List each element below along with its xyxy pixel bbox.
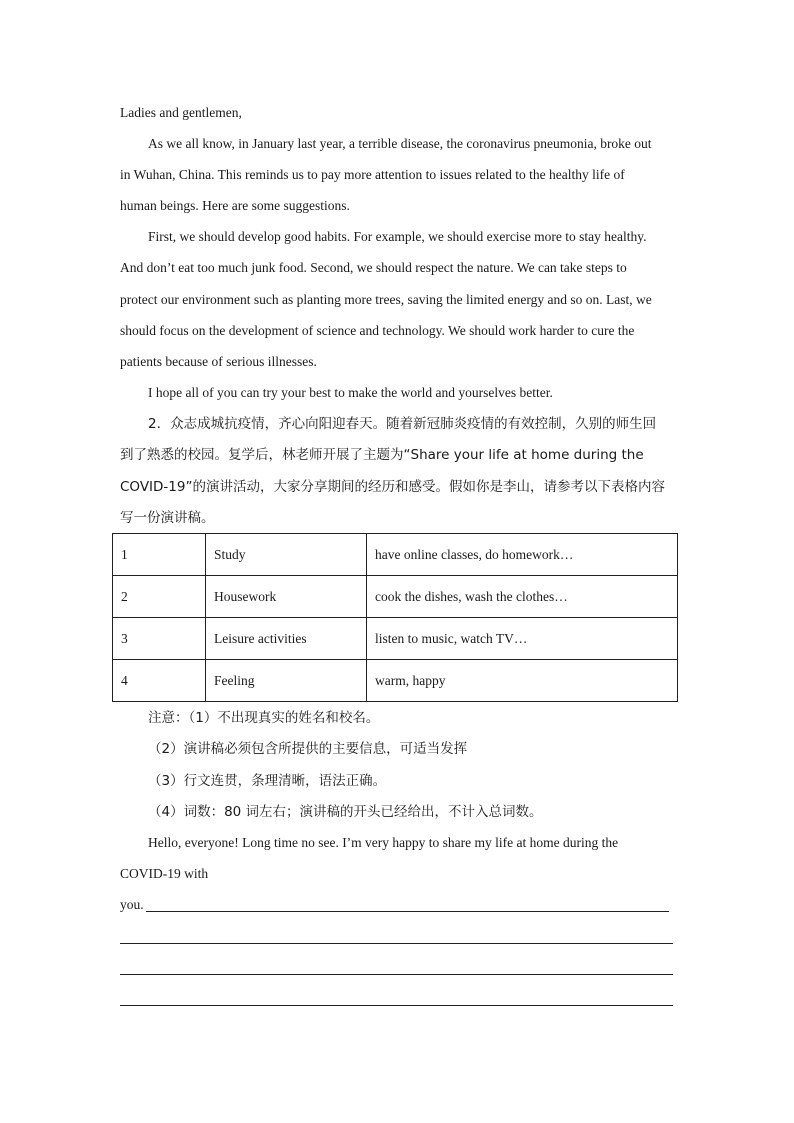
passage-line: I hope all of you can try your best to make the world and yourselves better. [148,385,553,400]
table-row [113,576,678,618]
task-line: COVID-19”的演讲活动，大家分享期间的经历和感受。假如你是李山，请参考以下表格内容 [120,479,665,495]
info-table [112,533,678,702]
task-line: 2．众志成城抗疫情，齐心向阳迎春天。随着新冠肺炎疫情的有效控制，久别的师生回 [148,416,657,432]
table-cell: Housework [206,576,367,618]
table-cell: 2 [113,576,206,618]
passage-line: should focus on the development of science and technology. We should work harder to cure the [120,323,635,338]
writing-line[interactable] [120,1005,673,1006]
table-row [113,618,678,660]
table-cell: 1 [113,534,206,576]
writing-line[interactable] [146,911,669,912]
writing-line[interactable] [120,974,673,975]
table-cell: have online classes, do homework… [367,534,678,576]
passage-line: As we all know, in January last year, a terrible disease, the coronavirus pneumonia, broke out [148,136,652,151]
note-line: （3）行文连贯，条理清晰，语法正确。 [148,773,387,789]
passage-line: in Wuhan, China. This reminds us to pay more attention to issues related to the healthy life of [120,167,625,182]
task-line: 写一份演讲稿。 [120,510,215,526]
task-line: 到了熟悉的校园。复学后，林老师开展了主题为“Share your life at home during the [120,447,644,463]
table-row [113,534,678,576]
table-cell: Leisure activities [206,618,367,660]
table-cell: Study [206,534,367,576]
table-cell: listen to music, watch TV… [367,618,678,660]
table-cell: warm, happy [367,660,678,702]
passage-line: protect our environment such as planting more trees, saving the limited energy and so on. Last, we [120,292,652,307]
opening-line: you. [120,897,144,912]
passage-line: And don’t eat too much junk food. Second, we should respect the nature. We can take steps to [120,260,627,275]
table-cell: Feeling [206,660,367,702]
table-cell: 4 [113,660,206,702]
note-line: （2）演讲稿必须包含所提供的主要信息，可适当发挥 [148,741,468,757]
opening-line: COVID-19 with [120,866,209,881]
table-cell: 3 [113,618,206,660]
passage-line: human beings. Here are some suggestions. [120,198,350,213]
note-line: （4）词数：80 词左右；演讲稿的开头已经给出，不计入总词数。 [148,804,543,820]
opening-line: Hello, everyone! Long time no see. I’m very happy to share my life at home during the [148,835,619,850]
passage-greeting: Ladies and gentlemen, [120,105,242,120]
passage-line: First, we should develop good habits. For example, we should exercise more to stay healthy. [148,229,647,244]
writing-line[interactable] [120,943,673,944]
passage-line: patients because of serious illnesses. [120,354,317,369]
table-cell: cook the dishes, wash the clothes… [367,576,678,618]
note-line: 注意：（1）不出现真实的姓名和校名。 [148,710,380,726]
table-row [113,660,678,702]
